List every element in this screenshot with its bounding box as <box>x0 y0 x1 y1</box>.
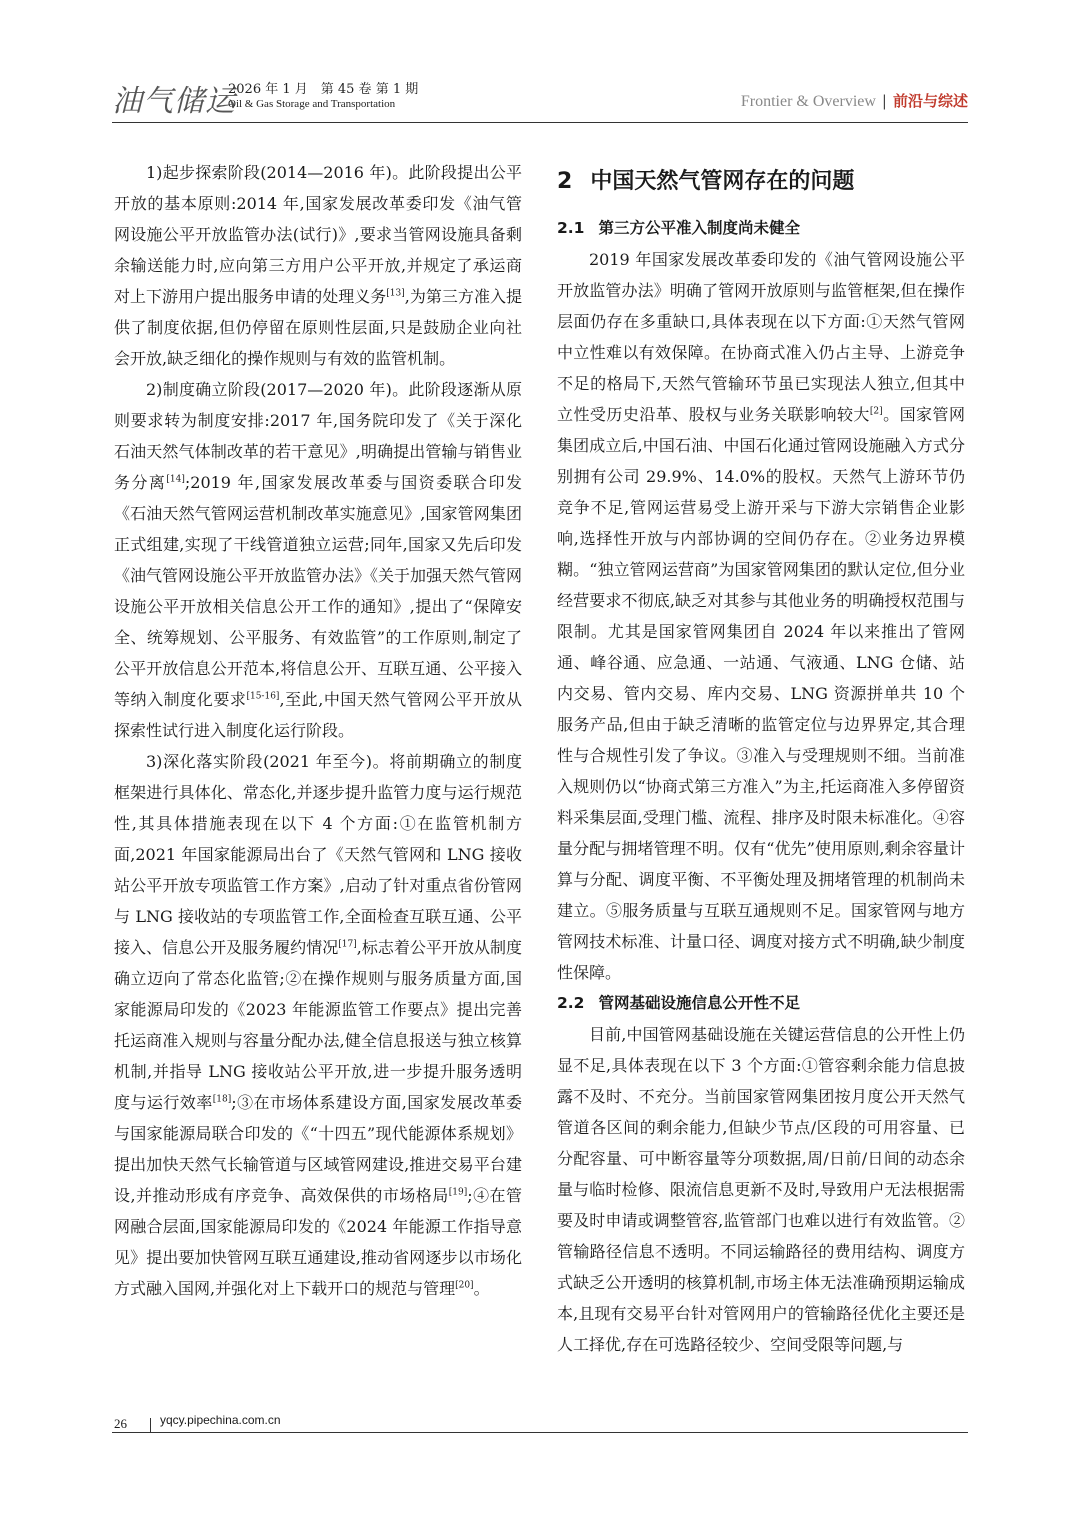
footer-divider-tick <box>150 1418 151 1432</box>
paragraph-stage-2: 2)制度确立阶段(2017—2020 年)。此阶段逐渐从原则要求转为制度安排:2017 年,国务院印发了《关于深化石油天然气体制改革的若干意见》,明确提出管输与销售业务分离[14];2019 年,国家发展改革委与国资委联合印发《石油天然气管网运营机制改革实施意见》,国家管网集团正式组建,实现了干线管道独立运营;同年,国家又先后印发《油气管网设施公平开放监管办法》《关于加强天然气管网设施公平开放相关信息公开工作的通知》,提出了“保障安全、统筹规划、公平服务、有效监管”的工作原则,制定了公平开放信息公开范本,将信息公开、互联互通、公平接入等纳入制度化要求[15-16],至此,中国天然气管网公平开放从探索性试行进入制度化运行阶段。 <box>114 380 522 740</box>
citation: [19] <box>448 1187 468 1198</box>
paragraph-access: 2019 年国家发展改革委印发的《油气管网设施公平开放监管办法》明确了管网开放原则与监管框架,但在操作层面仍存在多重缺口,具体表现在以下方面:①天然气管网中立性难以有效保障。在协商式准入仍占主导、上游竞争不足的格局下,天然气管输环节虽已实现法人独立,但其中立性受历史沿革、股权与业务关联影响较大[2]。国家管网集团成立后,中国石油、中国石化通过管网设施融入方式分别拥有公司 29.9%、14.0%的股权。天然气上游环节仍竞争不足,管网运营易受上游开采与下游大宗销售企业影响,选择性开放与内部协调的空间仍存在。②业务边界模糊。“独立管网运营商”为国家管网集团的默认定位,但分业经营要求不彻底,缺乏对其参与其他业务的明确授权范围与限制。尤其是国家管网集团自 2024 年以来推出了管网通、峰谷通、应急通、一站通、气液通、LNG 仓储、站内交易、管内交易、库内交易、LNG 资源拼单共 10 个服务产品,但由于缺乏清晰的监管定位与边界界定,其合理性与合规性引发了争议。③准入与受理规则不细。当前准入规则仍以“协商式第三方准入”为主,托运商准入多停留资料采集层面,受理门槛、流程、排序及时限未标准化。④容量分配与拥堵管理不明。仅有“优先”使用原则,剩余容量计算与分配、调度平衡、不平衡处理及拥堵管理的机制尚未建立。⑤服务质量与互联互通规则不足。国家管网与地方管网技术标准、计量口径、调度对接方式不明确,缺少制度性保障。 <box>557 250 965 982</box>
issue-info: 2026 年 1 月 第 45 卷 第 1 期 <box>228 82 419 97</box>
citation: [15-16] <box>246 691 280 702</box>
right-column <box>557 157 965 1360</box>
section-heading: 2 中国天然气管网存在的问题 <box>557 169 855 194</box>
footer-url: yqcy.pipechina.com.cn <box>160 1413 281 1427</box>
journal-english-name: Oil & Gas Storage and Transportation <box>228 98 396 110</box>
paragraph-disclosure: 目前,中国管网基础设施在关键运营信息的公开性上仍显不足,具体表现在以下 3 个方面:①管容剩余能力信息披露不及时、不充分。当前国家管网集团按月度公开天然气管道各区间的剩余能力,但缺少节点/区段的可用容量、已分配容量、可中断容量等分项数据,周/日前/日间的动态余量与临时检修、限流信息更新不及时,导致用户无法根据需要及时申请或调整管容,监管部门也难以进行有效监管。②管输路径信息不透明。不同运输路径的费用结构、调度方式缺乏公开透明的核算机制,市场主体无法准确预期运输成本,且现有交易平台针对管网用户的管输路径优化主要还是人工择优,存在可选路径较少、空间受限等问题,与 <box>557 1025 965 1354</box>
paragraph-stage-1: 1)起步探索阶段(2014—2016 年)。此阶段提出公平开放的基本原则:2014 年,国家发展改革委印发《油气管网设施公平开放监管办法(试行)》,要求当管网设施具备剩余输送能力时,应向第三方用户公平开放,并规定了承运商对上下游用户提出服务申请的处理义务[13],为第三方准入提供了制度依据,但仍停留在原则性层面,只是鼓励企业向社会开放,缺乏细化的操作规则与有效的监管机制。 <box>114 163 522 368</box>
citation: [14] <box>166 474 185 485</box>
journal-logo: 油气储运 <box>112 84 236 119</box>
citation: [20] <box>455 1280 474 1291</box>
citation: [13] <box>386 288 405 299</box>
page-number: 26 <box>114 1416 127 1431</box>
page-header <box>112 70 968 122</box>
citation: [2] <box>869 406 883 417</box>
section-chinese: 前沿与综述 <box>892 92 968 110</box>
section-english: Frontier & Overview <box>740 93 876 110</box>
citation: [18] <box>212 1094 232 1105</box>
subsection-heading-2-2: 2.2 管网基础设施信息公开性不足 <box>557 994 800 1012</box>
header-rule <box>112 122 968 123</box>
left-column <box>114 157 522 1304</box>
citation: [17] <box>338 939 357 950</box>
section-label <box>741 90 968 111</box>
paragraph-stage-3: 3)深化落实阶段(2021 年至今)。将前期确立的制度框架进行具体化、常态化,并逐步提升监管力度与运行规范性,其具体措施表现在以下 4 个方面:①在监管机制方面,2021 年国家能源局出台了《天然气管网和 LNG 接收站公平开放专项监管工作方案》,启动了针对重点省份管网与 LNG 接收站的专项监管工作,全面检查互联互通、公平接入、信息公开及服务履约情况[17],标志着公平开放从制度确立迈向了常态化监管;②在操作规则与服务质量方面,国家能源局印发的《2023 年能源监管工作要点》提出完善托运商准入规则与容量分配办法,健全信息报送与独立核算机制,并指导 LNG 接收站公平开放,进一步提升服务透明度与运行效率[18];③在市场体系建设方面,国家发展改革委与国家能源局联合印发的《“十四五”现代能源体系规划》提出加快天然气长输管道与区域管网建设,推进交易平台建设,并推动形成有序竞争、高效保供的市场格局[19];④在管网融合层面,国家能源局印发的《2024 年能源工作指导意见》提出要加快管网互联互通建设,推动省网逐步以市场化方式融入国网,并强化对上下载开口的规范与管理[20]。 <box>114 752 522 1298</box>
section-separator: | <box>881 92 887 110</box>
footer-rule <box>112 1432 968 1433</box>
subsection-heading-2-1: 2.1 第三方公平准入制度尚未健全 <box>557 219 800 237</box>
